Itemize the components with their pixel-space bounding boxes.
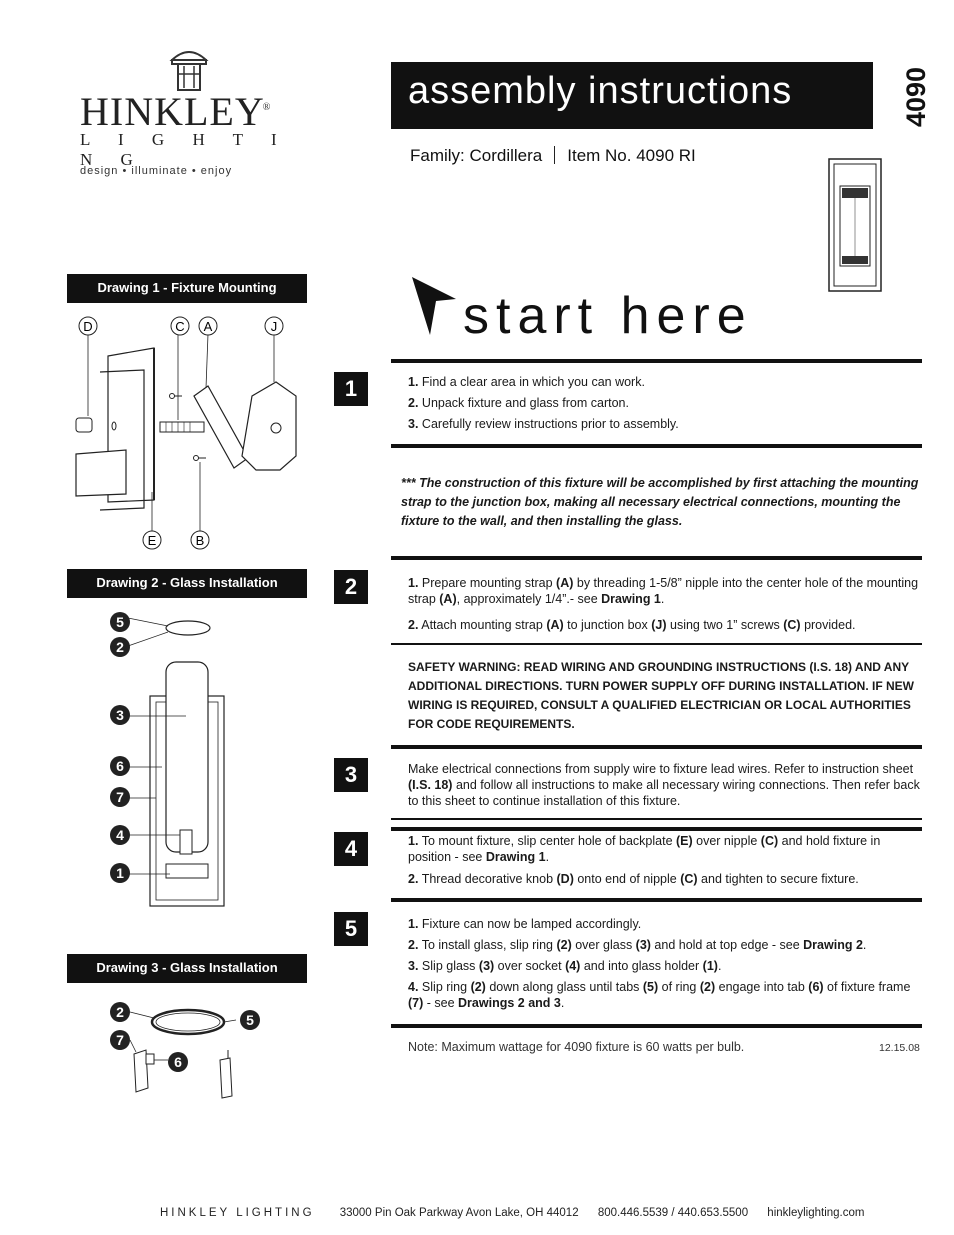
step-1-badge: 1 xyxy=(334,372,368,406)
callout-7: 7 xyxy=(116,789,124,805)
footer-brand: HINKLEY LIGHTING xyxy=(160,1207,315,1219)
safety-warning: SAFETY WARNING: READ WIRING AND GROUNDING INSTRUCTIONS (I.S. 18) AND ANY ADDITIONAL DIRECTIONS. TURN POWER SUPPLY OFF DURING INSTALLATION. IF NEW WIRING IS REQUIRED, CONSULT A QUALIFIED ELECTRICIAN OR LOCAL AUTHORITIES FOR CODE REQUIREMENTS. xyxy=(408,660,915,731)
divider xyxy=(391,898,922,902)
callout-6: 6 xyxy=(116,758,124,774)
callout-A: A xyxy=(203,319,213,334)
drawing-1-fixture-mounting xyxy=(66,312,306,557)
callout-1: 1 xyxy=(116,865,124,881)
divider xyxy=(391,827,922,831)
title-bar: assembly instructions xyxy=(391,62,873,129)
callout-5: 5 xyxy=(116,614,124,630)
divider xyxy=(391,818,922,820)
callout-2: 2 xyxy=(116,639,124,655)
list-item: 4. Slip ring (2) down along glass until tabs (5) of ring (2) engage into tab (6) of fixture frame (7) - see Drawings 2 and 3. xyxy=(408,980,911,1010)
drawing-2-label: Drawing 2 - Glass Installation xyxy=(67,569,307,598)
step-4-badge: 4 xyxy=(334,832,368,866)
footer-phone: 800.446.5539 / 440.653.5500 xyxy=(597,1207,749,1219)
footer-website[interactable]: hinkleylighting.com xyxy=(767,1207,865,1219)
divider xyxy=(391,444,922,448)
item-number: Item No. 4090 RI xyxy=(567,146,696,165)
divider xyxy=(391,556,922,560)
divider xyxy=(391,745,922,749)
start-arrow-icon xyxy=(412,277,456,337)
model-number xyxy=(880,65,950,135)
logo-subtitle: L I G H T I N G xyxy=(80,130,289,169)
callout-4: 4 xyxy=(116,827,124,843)
callout-5: 5 xyxy=(246,1012,254,1028)
family-line xyxy=(410,146,696,166)
step-2-text xyxy=(408,575,920,638)
list-item: 3. Slip glass (3) over socket (4) and into glass holder (1). xyxy=(408,959,722,973)
callout-D: D xyxy=(83,319,93,334)
logo-wordmark: HINKLEY® xyxy=(80,89,272,134)
callout-3: 3 xyxy=(116,707,124,723)
revision-date: 12.15.08 xyxy=(879,1042,920,1054)
list-item: 1. Fixture can now be lamped accordingly. xyxy=(408,917,642,931)
list-item: 2. Thread decorative knob (D) onto end of nipple (C) and tighten to secure fixture. xyxy=(408,872,859,886)
drawing-2-glass-installation xyxy=(108,610,238,910)
list-item: 3. Carefully review instructions prior to assembly. xyxy=(408,417,679,431)
step-5-badge: 5 xyxy=(334,912,368,946)
fixture-thumbnail xyxy=(828,158,882,292)
start-here-heading: start here xyxy=(463,287,753,345)
callout-J: J xyxy=(270,319,278,334)
family-name: Family: Cordillera xyxy=(410,146,543,165)
drawing-3-glass-installation xyxy=(108,1000,268,1100)
callout-B: B xyxy=(195,533,205,548)
list-item: 2. Attach mounting strap (A) to junction box (J) using two 1” screws (C) provided. xyxy=(408,618,856,632)
list-item: 2. Unpack fixture and glass from carton. xyxy=(408,396,629,410)
list-item: 1. To mount fixture, slip center hole of backplate (E) over nipple (C) and hold fixture in position - see Drawing 1. xyxy=(408,834,881,864)
divider xyxy=(554,146,555,164)
svg-text:4090: 4090 xyxy=(901,66,931,127)
step-1-text xyxy=(408,374,920,437)
footer xyxy=(160,1207,864,1219)
callout-2: 2 xyxy=(116,1004,124,1020)
callout-7: 7 xyxy=(116,1032,124,1048)
step-2-badge: 2 xyxy=(334,570,368,604)
drawing-1-label: Drawing 1 - Fixture Mounting xyxy=(67,274,307,303)
callout-E: E xyxy=(147,533,157,548)
callout-C: C xyxy=(175,319,185,334)
callout-6: 6 xyxy=(174,1054,182,1070)
list-item: 1. Find a clear area in which you can work. xyxy=(408,375,645,389)
logo-tagline: design • illuminate • enjoy xyxy=(80,165,233,177)
step-5-text xyxy=(408,916,920,1016)
step-3-text: Make electrical connections from supply wire to fixture lead wires. Refer to instruction sheet (I.S. 18) and follow all instructions to make all necessary wiring connections. Then refer back to this sheet to continue installation of this fixture. xyxy=(408,762,920,808)
list-item: 1. Prepare mounting strap (A) by threading 1-5/8” nipple into the center hole of the mounting strap (A), approximately 1/4”.- see Drawing 1. xyxy=(408,576,919,606)
step-4-text xyxy=(408,833,920,892)
divider xyxy=(391,359,922,363)
construction-note: *** The construction of this fixture will be accomplished by first attaching the mounting strap to the junction box, making all necessary electrical connections, mounting the fixture to the wall, and then installing the glass. xyxy=(401,476,919,528)
list-item: 2. To install glass, slip ring (2) over glass (3) and hold at top edge - see Drawing 2. xyxy=(408,938,867,952)
logo-lamp-icon xyxy=(164,44,214,92)
divider xyxy=(391,643,922,645)
step-3-badge: 3 xyxy=(334,758,368,792)
footer-address: 33000 Pin Oak Parkway Avon Lake, OH 44012 xyxy=(339,1207,579,1219)
wattage-note: Note: Maximum wattage for 4090 fixture is 60 watts per bulb. xyxy=(408,1040,745,1054)
divider xyxy=(391,1024,922,1028)
drawing-3-label: Drawing 3 - Glass Installation xyxy=(67,954,307,983)
